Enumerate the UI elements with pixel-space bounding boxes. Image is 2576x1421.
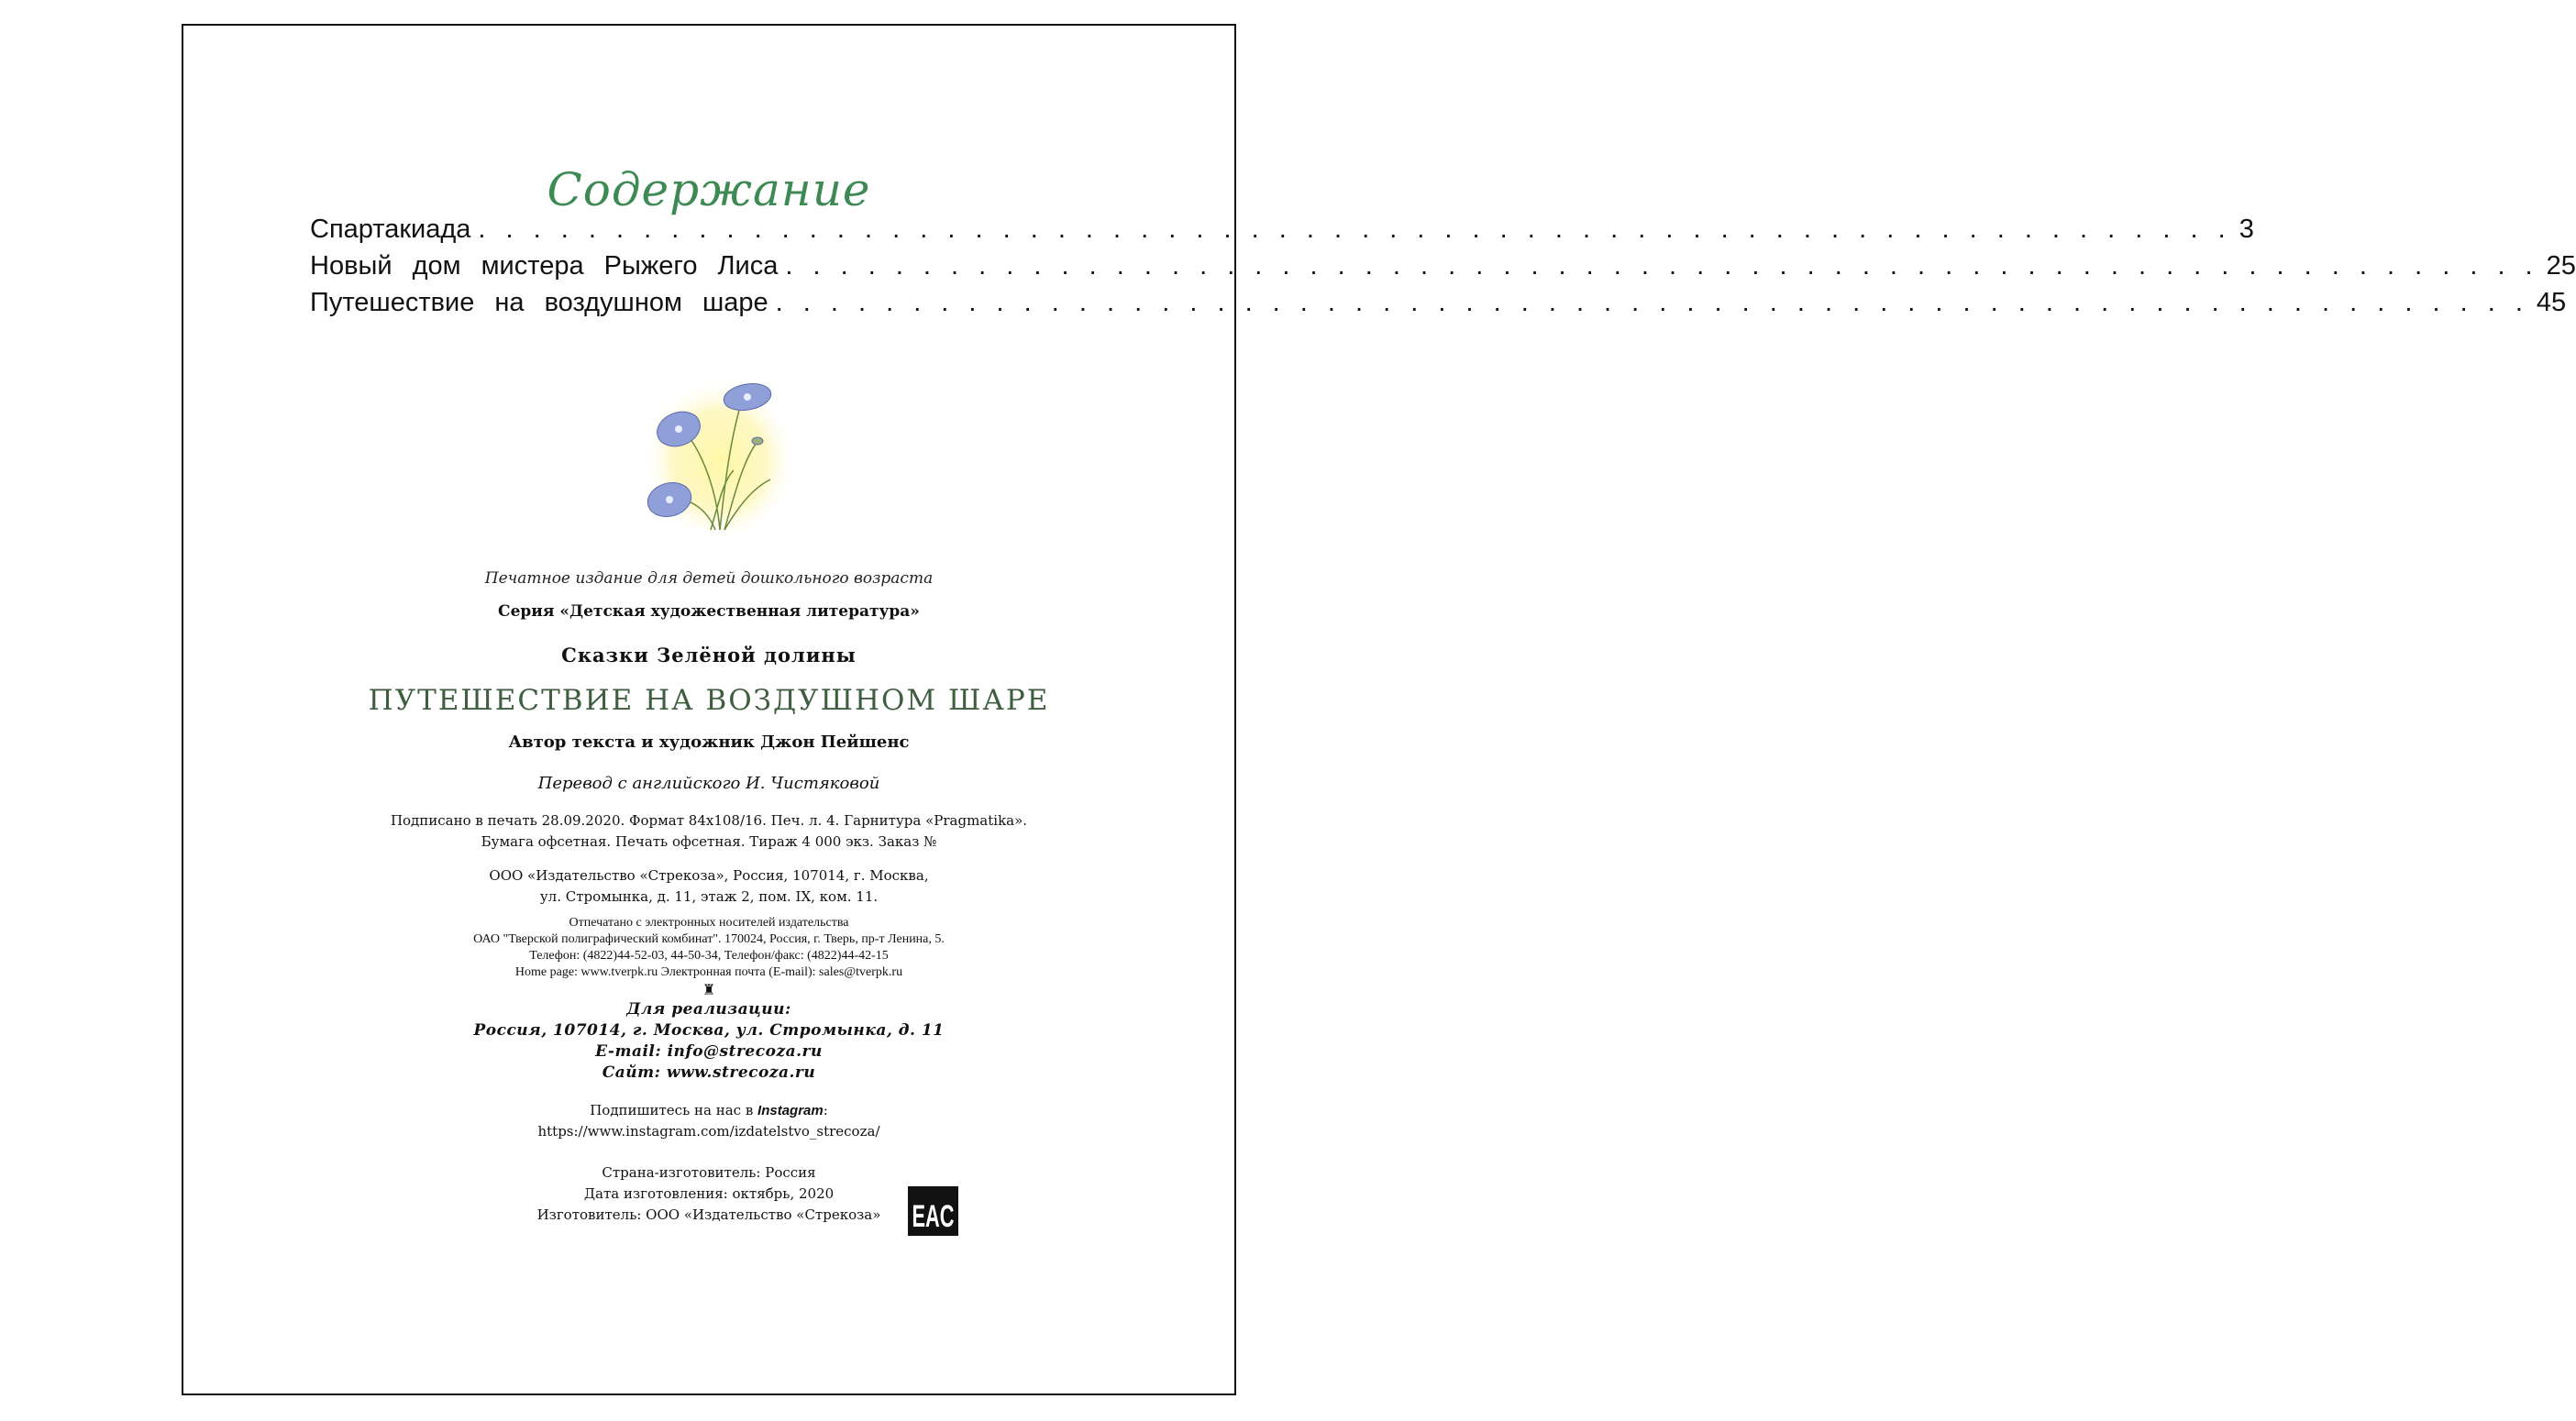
toc-entry-page: 3 bbox=[2239, 215, 2254, 244]
instagram-suffix: : bbox=[823, 1102, 828, 1118]
collection-name: Сказки Зелёной долины bbox=[561, 644, 857, 666]
publisher-address: ООО «Издательство «Стрекоза», Россия, 107014, г. Москва, bbox=[489, 867, 929, 884]
sales-website: Сайт: www.strecoza.ru bbox=[602, 1063, 816, 1082]
series-name: Серия «Детская художественная литература» bbox=[498, 602, 920, 621]
manufacture-date: Дата изготовления: октябрь, 2020 bbox=[583, 1185, 835, 1202]
sales-info: Для реализации: bbox=[626, 1000, 791, 1019]
eac-certification-mark bbox=[908, 1186, 958, 1236]
eac-mark-text: EAC bbox=[912, 1199, 955, 1234]
toc-entry bbox=[310, 288, 2567, 325]
sales-info: Россия, 107014, г. Москва, ул. Стромынка, д. 11 bbox=[473, 1021, 945, 1040]
toc-leader-dots bbox=[478, 215, 2231, 245]
print-info: Подписано в печать 28.09.2020. Формат 84x108/16. Печ. л. 4. Гарнитура «Pragmatika». bbox=[390, 812, 1028, 829]
toc-title: Содержание bbox=[547, 163, 871, 216]
audience-note: Печатное издание для детей дошкольного возраста bbox=[484, 569, 934, 588]
manufacturer: Изготовитель: ООО «Издательство «Стрекоза» bbox=[536, 1206, 881, 1223]
book-title: ПУТЕШЕСТВИЕ НА ВОЗДУШНОМ ШАРЕ bbox=[368, 684, 1050, 717]
toc-entry-title: Путешествие на воздушном шаре bbox=[310, 288, 768, 317]
instagram-prefix: Подпишитесь на нас в bbox=[590, 1102, 758, 1118]
publisher-address: ул. Стромынка, д. 11, этаж 2, пом. IX, ком. 11. bbox=[539, 888, 879, 905]
book-page bbox=[182, 24, 2576, 1395]
instagram-url: https://www.instagram.com/izdatelstvo_strecoza/ bbox=[537, 1123, 880, 1140]
printer-info: Отпечатано с электронных носителей издательства bbox=[569, 916, 849, 930]
printer-logo-icon: ♜ bbox=[702, 981, 716, 998]
printer-info: Home page: www.tverpk.ru Электронная почта (E-mail): sales@tverpk.ru bbox=[514, 965, 903, 979]
imprint-block bbox=[183, 565, 1234, 1226]
table-of-contents bbox=[310, 215, 2576, 325]
country-of-origin: Страна-изготовитель: Россия bbox=[602, 1164, 816, 1181]
print-info: Бумага офсетная. Печать офсетная. Тираж 4 000 экз. Заказ № bbox=[481, 833, 937, 850]
toc-entry-page: 25 bbox=[2546, 251, 2576, 281]
printer-info: ОАО "Тверской полиграфический комбинат". 170024, Россия, г. Тверь, пр-т Ленина, 5. bbox=[473, 932, 945, 946]
instagram-logo: Instagram bbox=[757, 1103, 824, 1118]
toc-entry-title: Спартакиада bbox=[310, 215, 471, 244]
flax-flower-illustration bbox=[633, 360, 798, 534]
sales-email: E-mail: info@strecoza.ru bbox=[595, 1042, 823, 1061]
author-line: Автор текста и художник Джон Пейшенс bbox=[508, 733, 910, 752]
toc-leader-dots bbox=[785, 251, 2538, 281]
instagram-note bbox=[183, 1100, 1234, 1121]
toc-entry-title: Новый дом мистера Рыжего Лиса bbox=[310, 251, 779, 281]
translation-line: Перевод с английского И. Чистяковой bbox=[537, 774, 880, 793]
toc-entry-page: 45 bbox=[2536, 288, 2567, 317]
toc-leader-dots bbox=[776, 288, 2529, 318]
toc-entry bbox=[310, 251, 2576, 288]
toc-entry bbox=[310, 215, 2254, 251]
printer-info: Телефон: (4822)44-52-03, 44-50-34, Телефон/факс: (4822)44-42-15 bbox=[529, 949, 889, 963]
